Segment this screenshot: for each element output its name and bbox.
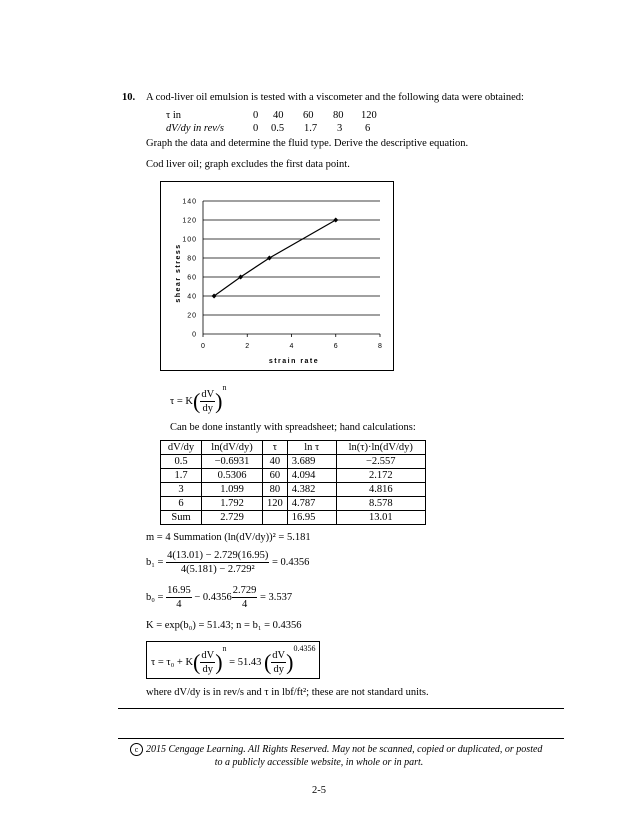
b0-lhs: b₀ = [146, 591, 164, 603]
power-law-equation: τ = K( $\frac{dV}{dy}$ )$^n$ [170, 383, 227, 415]
equation-b1 [146, 549, 309, 576]
table-cell: 120 [263, 497, 288, 511]
table-cell: 4.816 [336, 483, 425, 497]
table-cell: 0.5306 [202, 469, 263, 483]
table-header-row [161, 441, 426, 455]
data-cell: 6 [365, 123, 371, 134]
b0-den2: 4 [241, 599, 248, 610]
table-cell: Sum [161, 511, 202, 525]
data-row-tau-label: τ in [166, 110, 182, 121]
final-equation-box: τ = τ₀ + K( $\frac{dV}{dy}$ )$^n$ = 51.43 ( $\frac{dV}{dy}$ )$^{0.4356}$ [146, 641, 320, 679]
x-tick-label: 0 [201, 343, 205, 350]
b0-rhs: = 3.537 [260, 591, 293, 603]
b1-numerator: 4(13.01) − 2.729(16.95) [167, 550, 269, 561]
y-tick-label: 20 [187, 312, 197, 320]
table-cell: 1.7 [161, 469, 202, 483]
table-row [161, 455, 426, 469]
final-exp: n [222, 644, 227, 653]
table-row [161, 483, 426, 497]
column-header: τ [263, 441, 288, 455]
equation-k-n: K = exp(b₀) = 51.43; n = b₁ = 0.4356 [146, 620, 302, 631]
b1-rhs: = 0.4356 [272, 556, 310, 568]
power-law-num: dV [201, 389, 215, 401]
data-cell: 40 [273, 110, 284, 121]
data-cell: 120 [361, 110, 377, 121]
x-axis-label: strain rate [268, 358, 320, 365]
task-text: Graph the data and determine the fluid type. Derive the descriptive equation. [146, 138, 469, 149]
data-cell: 60 [303, 110, 314, 121]
table-cell: 8.578 [336, 497, 425, 511]
table-cell: −2.557 [336, 455, 425, 469]
copyright-line-2: to a publicly accessible website, in whole or in part. [214, 757, 424, 768]
final-den2: dy [273, 664, 284, 676]
data-cell: 0 [253, 123, 259, 134]
b0-num2: 2.729 [232, 585, 257, 596]
x-tick-label: 8 [378, 343, 382, 350]
power-law-den: dy [202, 403, 213, 415]
b0-mid: − 0.4356 [194, 591, 232, 603]
page-number: 2-5 [312, 785, 326, 796]
table-cell: 2.729 [202, 511, 263, 525]
final-mid: = 51.43 [229, 657, 262, 668]
table-cell: 60 [263, 469, 288, 483]
data-cell: 1.7 [304, 123, 318, 134]
y-tick-label: 80 [187, 255, 197, 263]
shear-stress-chart [160, 181, 394, 371]
final-exp2: 0.4356 [293, 644, 316, 653]
b0-den1: 4 [176, 599, 182, 610]
final-lhs: τ = τ₀ + K [151, 657, 194, 668]
table-cell: 4.787 [287, 497, 336, 511]
table-cell: 13.01 [336, 511, 425, 525]
table-cell [263, 511, 288, 525]
data-row-rate-label: dV/dy in rev/s [166, 123, 224, 134]
column-header: ln(dV/dy) [202, 441, 263, 455]
x-tick-label: 6 [333, 343, 338, 350]
y-tick-label: 0 [192, 331, 197, 339]
table-cell: 4.382 [287, 483, 336, 497]
y-tick-label: 140 [182, 198, 197, 206]
y-axis-label: shear stress [175, 243, 182, 303]
b0-num1: 16.95 [167, 585, 191, 596]
problem-statement: A cod-liver oil emulsion is tested with a viscometer and the following data were obtained: [146, 92, 524, 103]
power-law-exp: n [222, 383, 227, 392]
final-num: dV [201, 650, 215, 662]
column-header: ln τ [287, 441, 336, 455]
y-tick-label: 120 [182, 217, 197, 225]
table-cell: 1.792 [202, 497, 263, 511]
table-sum-row [161, 511, 426, 525]
copyright-text: 2015 Cengage Learning. All Rights Reserved. May not be scanned, copied or duplicated, or posted [146, 744, 543, 755]
equation-m: m = 4 Summation (ln(dV/dy))² = 5.181 [146, 532, 311, 543]
x-tick-label: 4 [289, 343, 294, 350]
y-tick-label: 40 [187, 293, 197, 301]
divider [118, 708, 564, 709]
data-cell: 3 [337, 123, 343, 134]
table-cell: 4.094 [287, 469, 336, 483]
x-tick-label: 2 [245, 343, 250, 350]
table-cell: 2.172 [336, 469, 425, 483]
final-den: dy [202, 664, 214, 676]
copyright-icon: c [130, 743, 143, 756]
problem-number: 10. [122, 92, 136, 103]
table-cell: 3 [161, 483, 202, 497]
b1-lhs: b₁ = [146, 556, 164, 568]
column-header: dV/dy [161, 441, 202, 455]
table-row [161, 469, 426, 483]
data-cell: 0 [253, 110, 259, 121]
table-cell: 1.099 [202, 483, 263, 497]
b1-denominator: 4(5.181) − 2.729² [180, 564, 255, 575]
table-cell: 0.5 [161, 455, 202, 469]
table-cell: 3.689 [287, 455, 336, 469]
graph-note: Cod liver oil; graph excludes the first data point. [146, 159, 350, 170]
table-cell: 80 [263, 483, 288, 497]
copyright-line-1 [130, 743, 542, 756]
final-num2: dV [272, 650, 286, 662]
equation-b0 [146, 584, 292, 611]
power-law-lhs: τ = K [170, 396, 193, 407]
table-cell: 6 [161, 497, 202, 511]
table-cell: −0.6931 [202, 455, 263, 469]
table-cell: 16.95 [287, 511, 336, 525]
table-row [161, 497, 426, 511]
data-cell: 80 [333, 110, 344, 121]
table-cell: 40 [263, 455, 288, 469]
footer-divider [118, 738, 564, 739]
calculation-table [160, 440, 426, 525]
y-tick-label: 60 [187, 274, 197, 282]
data-cell: 0.5 [271, 123, 285, 134]
y-tick-label: 100 [182, 236, 197, 244]
units-note: where dV/dy is in rev/s and τ in lbf/ft²; these are not standard units. [146, 687, 429, 698]
column-header: ln(τ)·ln(dV/dy) [336, 441, 425, 455]
spreadsheet-note: Can be done instantly with spreadsheet; hand calculations: [170, 422, 416, 433]
